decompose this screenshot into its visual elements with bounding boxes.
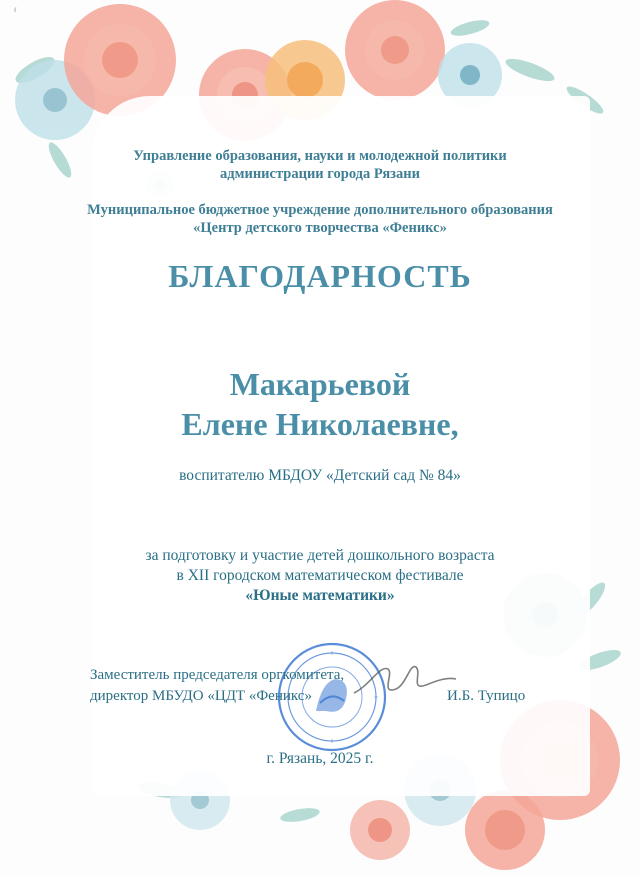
signatory-name: И.Б. Тупицо xyxy=(447,688,526,704)
signatory-role-line-1: Заместитель председателя оргкомитета, xyxy=(90,667,345,683)
reason-line-1: за подготовку и участие детей дошкольного возраста xyxy=(145,547,495,564)
header-administration-line: администрации города Рязани xyxy=(220,166,420,182)
recipient-given-names: Елене Николаевне, xyxy=(181,406,459,442)
reason-line-2: в XII городском математическом фестивале xyxy=(176,567,464,584)
recipient-position: воспитателю МБДОУ «Детский сад № 84» xyxy=(179,467,461,484)
recipient-surname: Макарьевой xyxy=(229,366,411,402)
header-ministry-line: Управление образования, науки и молодежной политики xyxy=(133,148,507,164)
header-center-name: «Центр детского творчества «Феникс» xyxy=(193,220,447,236)
header-institution-line: Муниципальное бюджетное учреждение дополнительного образования xyxy=(87,202,553,218)
place-and-date: г. Рязань, 2025 г. xyxy=(266,750,374,767)
scan-mark: ᶠ xyxy=(14,6,17,18)
handwritten-signature xyxy=(350,655,460,705)
festival-name: «Юные математики» xyxy=(245,587,395,604)
signatory-role-line-2: директор МБУДО «ЦДТ «Феникс» xyxy=(90,688,312,704)
certificate-title: БЛАГОДАРНОСТЬ xyxy=(168,258,472,294)
